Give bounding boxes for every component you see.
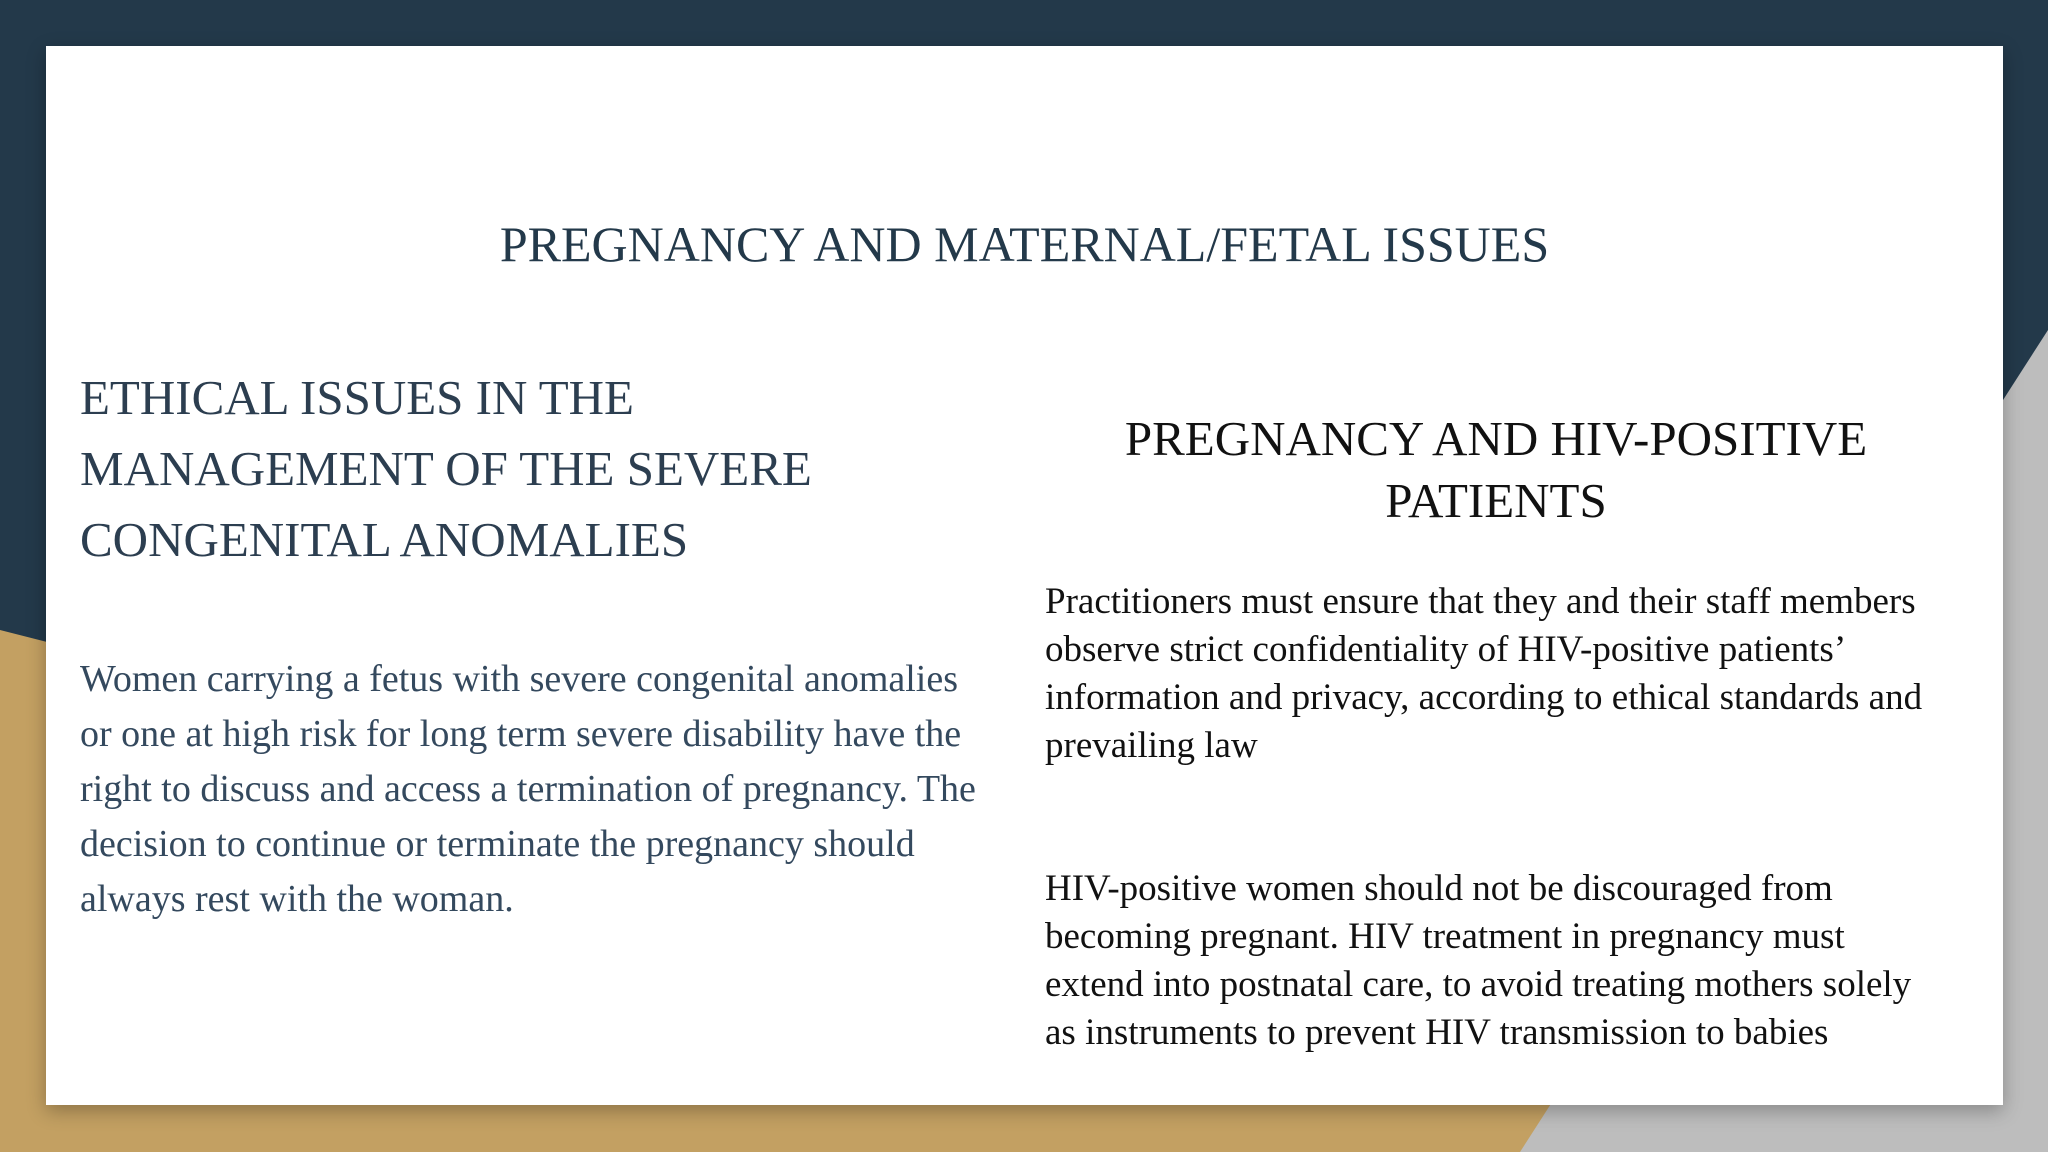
slide-canvas [46, 46, 2003, 1105]
right-column-heading: PREGNANCY AND HIV-POSITIVE PATIENTS [1124, 411, 1868, 528]
slide-title: PREGNANCY AND MATERNAL/FETAL ISSUES [499, 216, 1550, 272]
right-column-paragraph-treatment: HIV-positive women should not be discouraged from becoming pregnant. HIV treatment in pregnancy must extend into postnatal care, to avoid treating mothers solely as instruments to prevent HIV transmission to babies [1045, 868, 1912, 1053]
left-column-heading: ETHICAL ISSUES IN THE MANAGEMENT OF THE SEVERE CONGENITAL ANOMALIES [80, 370, 812, 567]
right-column-paragraph-confidentiality: Practitioners must ensure that they and their staff members observe strict confidentiality of HIV-positive patients’ information and privacy, according to ethical standards and prevailing law [1045, 581, 1923, 766]
left-column-body: Women carrying a fetus with severe congenital anomalies or one at high risk for long term severe disability have the right to discuss and access a termination of pregnancy. The decision to continue or terminate the pregnancy should always rest with the woman. [80, 658, 976, 920]
